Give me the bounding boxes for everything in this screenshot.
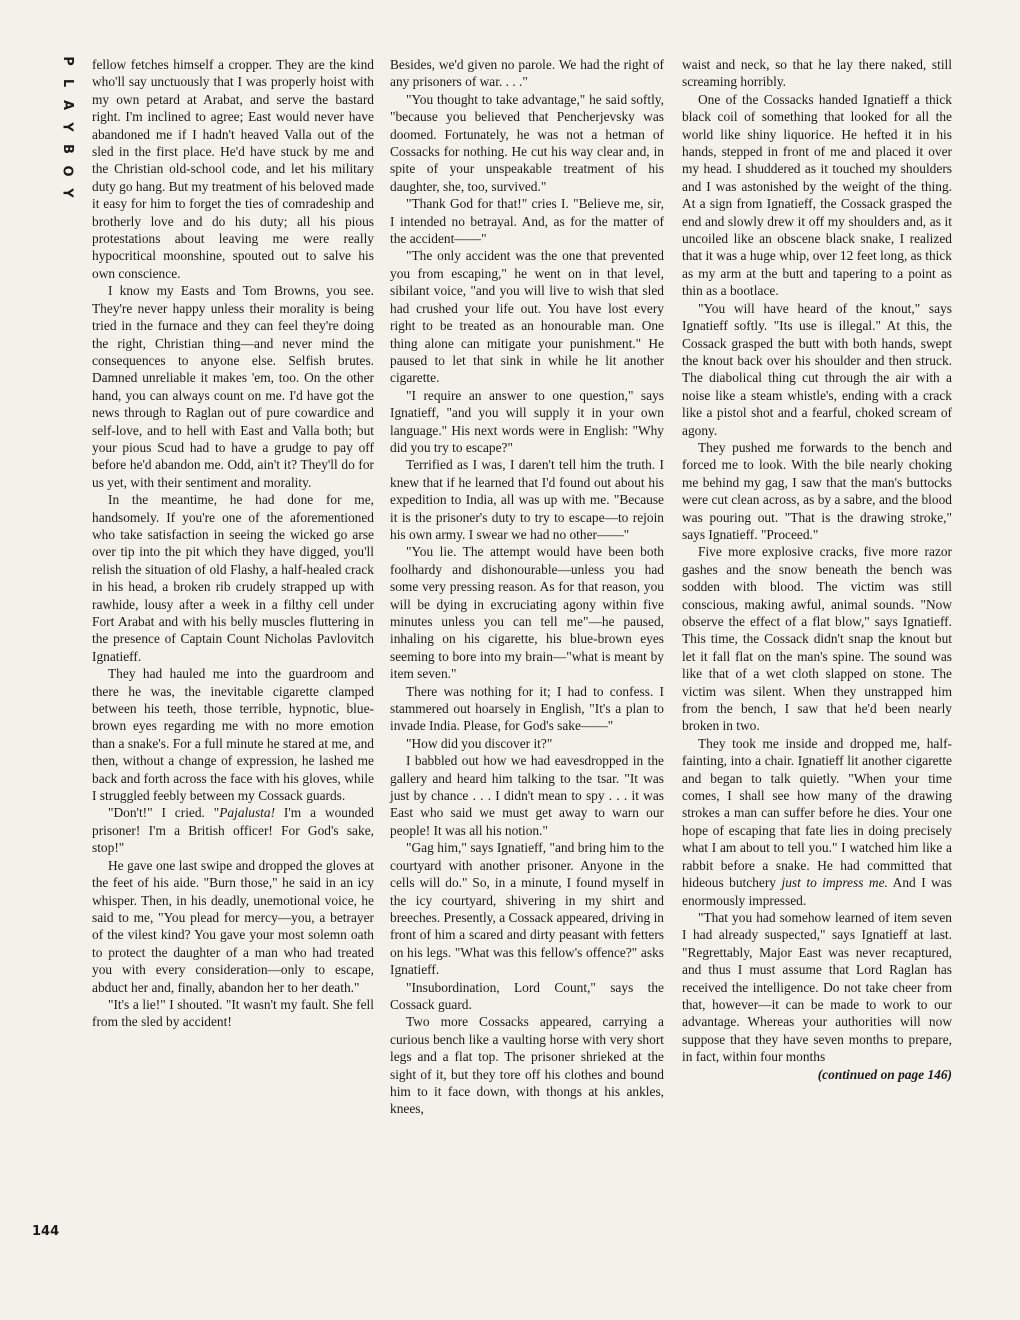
masthead-letter: Y: [59, 122, 75, 132]
paragraph: fellow fetches himself a cropper. They are the kind who'll say unctuously that I was properly hoist with my own petard at Arabat, and serve the bastard right. I'm inclined to agree; East would never have abandoned me if I hadn't heaved Valla out of the sled in the first place. He'd have stuck by me and the Christian old-school code, and let his military duty go hang. But my treatment of his beloved made it easy for him to forget the ties of comradeship and brotherly love and do his duty; all his pious protestations about leaving me were really hypocritical moonshine, spouted out to salve his own conscience.: [92, 57, 374, 281]
column-2: [390, 56, 664, 1118]
paragraph: "Thank God for that!" cries I. "Believe me, sir, I intended no betrayal. And, as for the matter of the accident——": [390, 196, 664, 247]
paragraph: "You will have heard of the knout," says Ignatieff softly. "Its use is illegal." At this, the Cossack grasped the butt with both hands, swept the knout back over his shoulder and then struck. The diabolical thing cut through the air with a noise like a steam whistle's, ending with a crack like a pistol shot and a fearful, choked scream of agony.: [682, 300, 952, 438]
paragraph: "You thought to take advantage," he said softly, "because you believed that Pencherjevsky was doomed. Fortunately, he was not a hetman of Cossacks for nothing. He cut his way clear and, in spite of your unspeakable treatment of his daughter, she, too, survived.": [390, 91, 664, 194]
masthead-letter: Y: [59, 188, 75, 198]
paragraph: "Insubordination, Lord Count," says the Cossack guard.: [390, 979, 664, 1012]
paragraph: "The only accident was the one that prevented you from escaping," he went on in that level, sibilant voice, "and you will live to wish that sled had crushed your life out. You have lost every right to be treated as an honourable man. One thing alone can mitigate your punishment." He paused to let that sink in while he lit another cigarette.: [390, 248, 664, 386]
masthead-letter: B: [59, 144, 75, 154]
column-3: [682, 56, 952, 1083]
paragraph: "It's a lie!" I shouted. "It wasn't my fault. She fell from the sled by accident!: [92, 996, 374, 1030]
paragraph: They had hauled me into the guardroom and there he was, the inevitable cigarette clamped between his teeth, those terrible, hypnotic, blue-brown eyes regarding me with no more emotion than a snake's. For a full minute he stared at me, and then, without a change of expression, he lashed me back and forth across the face with his gloves, while I struggled feebly between my Cossack guards.: [92, 666, 374, 804]
continued-note: (continued on page 146): [817, 1066, 952, 1082]
masthead-letter: O: [60, 165, 75, 177]
masthead: [58, 50, 76, 204]
paragraph: "Don't!" I cried. "Pajalusta! I'm a wounded prisoner! I'm a British officer! For God's sake, stop!": [92, 805, 374, 856]
paragraph: They pushed me forwards to the bench and forced me to look. With the bile nearly choking me behind my gag, I saw that the man's buttocks were cut clean across, as by a sabre, and the blood was pouring out. "That is the drawing stroke," says Ignatieff. "Proceed.": [682, 439, 952, 542]
paragraph: Two more Cossacks appeared, carrying a curious bench like a vaulting horse with very short legs and a flat top. The prisoner shrieked at the sight of it, but they tore off his clothes and bound him to it face down, with thongs at his ankles, knees,: [390, 1014, 664, 1117]
paragraph: waist and neck, so that he lay there naked, still screaming horribly.: [682, 57, 952, 90]
paragraph: "Gag him," says Ignatieff, "and bring him to the courtyard with another prisoner. Anyone in the cells will do." So, in a minute, I found myself in the icy courtyard, shivering in my shirt and breeches. Presently, a Cossack appeared, driving in front of him a scared and dirty peasant with fetters on his legs. "What was this fellow's offence?" asks Ignatieff.: [390, 840, 664, 978]
column-1: [92, 56, 374, 1031]
paragraph: Besides, we'd given no parole. We had the right of any prisoners of war. . . .": [390, 57, 664, 90]
paragraph: There was nothing for it; I had to confess. I stammered out hoarsely in English, "It's a plan to invade India. Please, for God's sake——": [390, 683, 664, 734]
paragraph: "How did you discover it?": [406, 735, 553, 751]
paragraph: "I require an answer to one question," says Ignatieff, "and you will supply it in your own language." His next words were in English: "Why did you try to escape?": [390, 387, 664, 455]
page-number: 144: [32, 1224, 60, 1239]
paragraph: I babbled out how we had eavesdropped in the gallery and heard him talking to the tsar. "It was just by chance . . . I didn't mean to spy . . . it was East who said we must get away to warn our people! It was all his notion.": [390, 753, 664, 838]
paragraph: They took me inside and dropped me, half-fainting, into a chair. Ignatieff lit another cigarette and began to talk quietly. "When your time comes, I shall see how many of the drawing strokes a man can suffer before he dies. Your one hope of escaping that fate lies in doing precisely what I am about to tell you." I watched him like a rabbit before a snake. He had committed that hideous butchery just to impress me. And I was enormously impressed.: [682, 735, 952, 908]
paragraph: "That you had somehow learned of item seven I had already suspected," says Ignatieff at last. "Regrettably, Major East was never recaptured, and thus I must assume that Lord Raglan has received the intelligence. Do not take cheer from that, however—it can be made to work to our advantage. Whereas your authorities will now suppose that they have seven months to prepare, in fact, within four months: [682, 909, 952, 1065]
masthead-letter: L: [59, 78, 75, 88]
paragraph: He gave one last swipe and dropped the gloves at the feet of his aide. "Burn those," he said in an icy whisper. Then, in his deadly, unemotional voice, he said to me, "You plead for mercy—you, a betrayer of the vilest kind? You gave your most solemn oath to protect the daughter of a man who had treated you with every consideration—only to escape, abduct her and, finally, abandon her to her death.": [92, 857, 374, 995]
paragraph: I know my Easts and Tom Browns, you see. They're never happy unless their morality is being tried in the furnace and they can feel they're doing the right, Christian thing—and never mind the consequences to anyone else. Selfish brutes. Damned unreliable it makes 'em, too. On the other hand, you can always count on me. I'd have got the news through to Raglan out of pure cowardice and self-love, and to hell with East and Valla both; but your pious Scud had to have a grudge to pay off before he'd abandon me. Odd, ain't it? They'll do for us yet, with their sentiment and morality.: [92, 283, 374, 490]
paragraph: Five more explosive cracks, five more razor gashes and the snow beneath the bench was sodden with blood. The victim was still conscious, making awful, animal sounds. "Now observe the effect of a flat blow," says Ignatieff. This time, the Cossack didn't snap the knout but let it fall flat on the man's spine. The sound was like that of a wet cloth slapped on stone. The victim was silent. When they unstrapped him from the bench, I saw that he'd been nearly broken in two.: [682, 544, 952, 734]
paragraph: Terrified as I was, I daren't tell him the truth. I knew that if he learned that I'd found out about his expedition to India, all was up with me. "Because it is the prisoner's duty to try to escape—to rejoin his own army. I swear we had no other——": [390, 457, 664, 542]
paragraph: "You lie. The attempt would have been both foolhardy and dishonourable—unless you had some very pressing reason. As for that reason, you will be dying in excruciating agony within five minutes unless you can tell me"—he paused, inhaling on his cigarette, his blue-brown eyes seeming to bore into my brain—"what is meant by item seven.": [390, 544, 664, 682]
paragraph: One of the Cossacks handed Ignatieff a thick black coil of something that looked for all the world like shiny liquorice. He hefted it in his hands, stepped in front of me and placed it over my head. I shuddered as it touched my shoulders and I was astonished by the weight of the thing. At a sign from Ignatieff, the Cossack grasped the end and slowly drew it off my shoulders and, as it uncoiled like an obscene black snake, I realized that it was a huge whip, over 12 feet long, as thick as my arm at the butt and tapering to a point as thin as a bootlace.: [682, 91, 952, 299]
masthead-letter: P: [60, 56, 75, 66]
masthead-letter: A: [60, 99, 75, 111]
paragraph: In the meantime, he had done for me, handsomely. If you're one of the aforementioned who take satisfaction in seeing the wicked go arse over tip into the pit which they have digged, you'll relish the situation of old Flashy, a half-healed crack in his head, a broken rib crudely strapped up with rawhide, lousy after a week in a filthy cell under Fort Arabat and with his belly muscles fluttering in the presence of Captain Count Nicholas Pavlovitch Ignatieff.: [92, 492, 374, 664]
